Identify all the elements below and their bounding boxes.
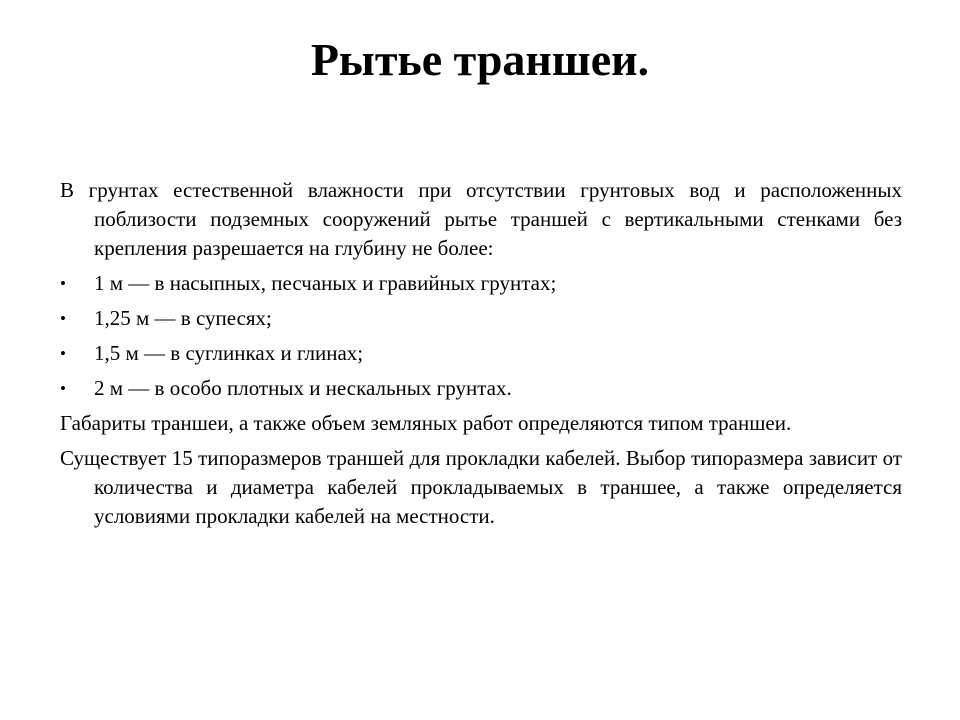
list-item-text: 1 м — в насыпных, песчаных и гравийных грунтах; — [94, 271, 557, 295]
list-item-text: 2 м — в особо плотных и нескальных грунтах. — [94, 376, 512, 400]
bullet-icon: • — [60, 379, 66, 398]
bullet-icon: • — [60, 274, 66, 293]
bullet-icon: • — [60, 344, 66, 363]
intro-paragraph: В грунтах естественной влажности при отсутствии грунтовых вод и расположенных поблизости подземных сооружений рытье траншей с вертикальными стенками без крепления разрешается на глубину не более: — [60, 178, 902, 260]
dimensions-paragraph: Габариты траншеи, а также объем земляных работ определяются типом траншеи. — [60, 411, 792, 435]
list-item — [60, 304, 902, 333]
slide-title: Рытье траншеи. — [310, 34, 650, 85]
list-item — [60, 374, 902, 403]
sizes-paragraph: Существует 15 типоразмеров траншей для прокладки кабелей. Выбор типоразмера зависит от количества и диаметра кабелей прокладываемых в траншее, а также определяется условиями прокладки кабелей на местности. — [60, 446, 902, 528]
depth-list — [60, 269, 902, 403]
slide-body — [60, 176, 902, 537]
list-item-text: 1,5 м — в суглинках и глинах; — [94, 341, 364, 365]
list-item — [60, 269, 902, 298]
list-item-text: 1,25 м — в супесях; — [94, 306, 272, 330]
list-item — [60, 339, 902, 368]
bullet-icon: • — [60, 309, 66, 328]
